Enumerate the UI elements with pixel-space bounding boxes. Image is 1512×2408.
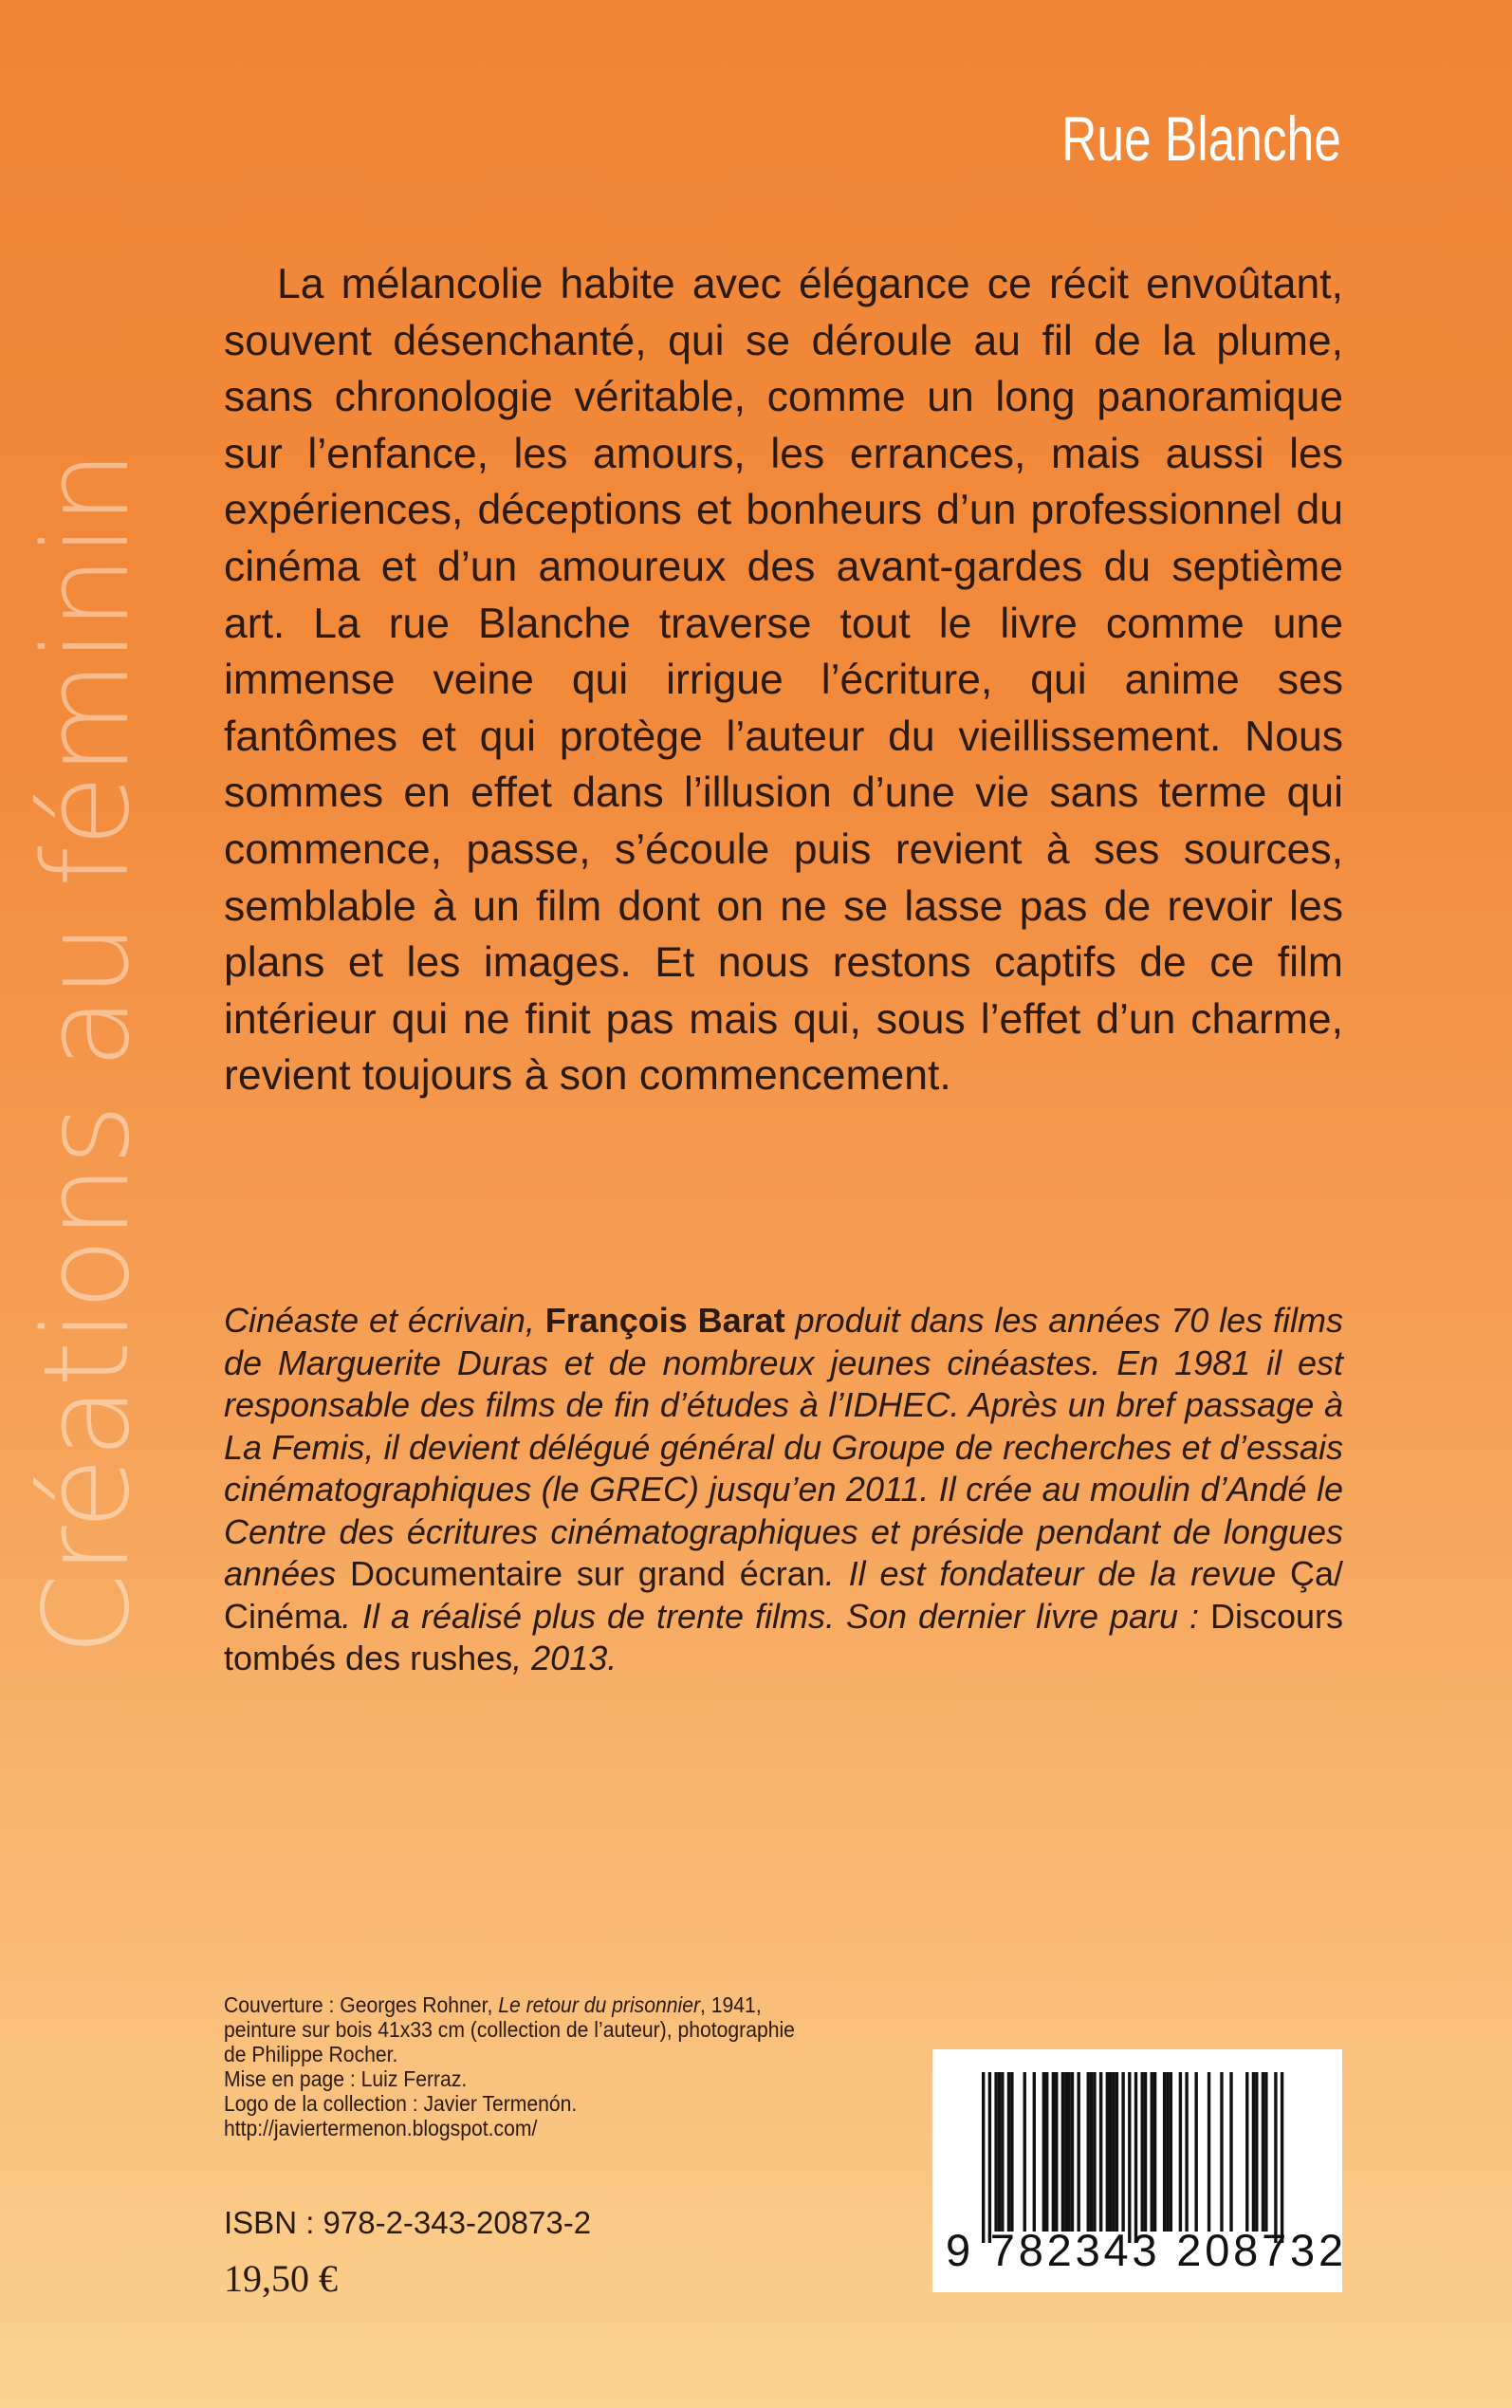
barcode-bar — [1078, 2072, 1080, 2232]
barcode-bar — [1153, 2072, 1156, 2232]
barcode-bar — [1071, 2072, 1074, 2232]
credit-url: http://javiertermenon.blogspot.com/ — [224, 2116, 538, 2140]
barcode-bar — [982, 2072, 985, 2243]
barcode-bar — [1067, 2072, 1070, 2232]
barcode-bar — [988, 2072, 991, 2243]
barcode-bar — [1007, 2072, 1010, 2232]
barcode-bar — [1109, 2072, 1112, 2232]
barcode-bar — [1245, 2072, 1248, 2232]
barcode-bar — [1134, 2072, 1137, 2243]
barcode-bar — [1262, 2072, 1264, 2232]
credits — [224, 1992, 907, 2140]
barcode-bar — [994, 2072, 997, 2232]
blurb — [224, 256, 1343, 1104]
barcode-bar — [1064, 2072, 1067, 2232]
bio-work2: Ça/ Cinéma — [224, 1554, 1344, 1636]
barcode-bar — [1042, 2072, 1045, 2232]
barcode-bar — [1264, 2072, 1267, 2232]
barcode-bar — [1090, 2072, 1093, 2232]
barcode-bar — [1194, 2072, 1197, 2232]
barcode-bar — [1010, 2072, 1013, 2232]
credit-cover-rest: , 1941, — [700, 1992, 762, 2017]
barcode-bar — [1141, 2072, 1144, 2232]
credit-line: de Philippe Rocher. — [224, 2042, 398, 2066]
barcode-bar — [1208, 2072, 1210, 2232]
barcode-bar — [1093, 2072, 1096, 2232]
barcode-bar — [1255, 2072, 1258, 2232]
barcode-bar — [1052, 2072, 1055, 2232]
barcode — [932, 2049, 1347, 2292]
barcode-bar — [1001, 2072, 1004, 2232]
credit-cover-title: Le retour du prisonnier — [498, 1992, 701, 2017]
barcode-bar — [1281, 2072, 1283, 2243]
barcode-bar — [998, 2072, 1001, 2232]
author-bio — [224, 1300, 1343, 1680]
blurb-text: La mélancolie habite avec élégance ce récit envoûtant, souvent désenchanté, qui se déroule au fil de la plume, sans chronologie véritable, comme un long panoramique sur l’enfance, les amours, les errances, mais aussi les expériences, déceptions et bonheurs d’un professionnel du cinéma et d’un amoureux des avant-gardes du septième art. La rue Blanche traverse tout le livre comme une immense veine qui irrigue l’écriture, qui anime ses fantômes et qui protège l’auteur du vieillissement. Nous sommes en effet dans l’illusion d’une vie sans terme qui commence, passe, s’écoule puis revient à ses sources, semblable à un film dont on ne se lasse pas de revoir les plans et les images. Et nous restons captifs de ce film intérieur qui ne finit pas mais qui, sous l’effet d’un charme, revient toujours à son commencement. — [224, 261, 1343, 1100]
barcode-bar — [1220, 2072, 1223, 2232]
credit-cover — [224, 1992, 839, 2017]
series-name: Créations au féminin — [19, 451, 156, 1656]
barcode-bar — [1252, 2072, 1255, 2232]
bio-part1: produit dans les années 70 les films de Marguerite Duras et de nombreux jeunes cinéastes. En 1981 il est responsable des films de fin d’études à l’IDHEC. Après un bref passage à La Femis, il devient délégué général du Groupe de recherches et d’essais cinématographiques (le GREC) jusqu’en 2011. Il crée au moulin d’Andé le Centre des écritures cinématographiques et préside pendant de longues années — [224, 1301, 1344, 1593]
bio-work1: Documentaire sur grand écran — [349, 1554, 825, 1593]
barcode-bar — [1166, 2072, 1169, 2232]
barcode-bar — [1121, 2072, 1124, 2232]
bio-intro: Cinéaste et écrivain, — [224, 1301, 545, 1340]
barcode-digits: 9 782343 208732 — [946, 2225, 1347, 2275]
barcode-bar — [1185, 2072, 1188, 2232]
barcode-bar — [1274, 2072, 1277, 2243]
barcode-bar — [1099, 2072, 1102, 2232]
author-name: François Barat — [544, 1301, 785, 1340]
barcode-bar — [1055, 2072, 1058, 2232]
isbn: ISBN : 978-2-343-20873-2 — [224, 2205, 592, 2240]
book-title: Rue Blanche — [1061, 103, 1341, 174]
bio-part2: . Il est fondateur de la revue — [824, 1554, 1290, 1593]
barcode-bar — [1229, 2072, 1232, 2232]
price: 19,50 € — [224, 2257, 338, 2300]
barcode-bar — [1112, 2072, 1115, 2232]
credit-logo: Logo de la collection : Javier Termenón. — [224, 2091, 578, 2116]
barcode-bar — [1144, 2072, 1147, 2232]
barcode-bar — [1087, 2072, 1090, 2232]
barcode-bar — [1116, 2072, 1118, 2232]
credit-line: peinture sur bois 41x33 cm (collection de l’auteur), photographie — [224, 2017, 795, 2042]
barcode-bar — [1128, 2072, 1131, 2243]
barcode-bar — [1033, 2072, 1036, 2232]
barcode-bar — [1163, 2072, 1166, 2232]
credit-layout: Mise en page : Luiz Ferraz. — [224, 2066, 468, 2091]
barcode-bar — [1045, 2072, 1048, 2232]
bio-part4: , 2013. — [512, 1639, 618, 1677]
barcode-bar — [1061, 2072, 1064, 2232]
bio-part3: . Il a réalisé plus de trente films. Son dernier livre paru : — [341, 1596, 1210, 1636]
barcode-bar — [1106, 2072, 1109, 2232]
barcode-bar — [1179, 2072, 1182, 2232]
credit-cover-label: Couverture : Georges Rohner, — [224, 1992, 499, 2017]
barcode-bar — [1170, 2072, 1172, 2232]
barcode-bar — [1151, 2072, 1153, 2232]
barcode-bar — [1023, 2072, 1026, 2232]
bio-work3: Discours tombés des rushes — [224, 1596, 1343, 1677]
